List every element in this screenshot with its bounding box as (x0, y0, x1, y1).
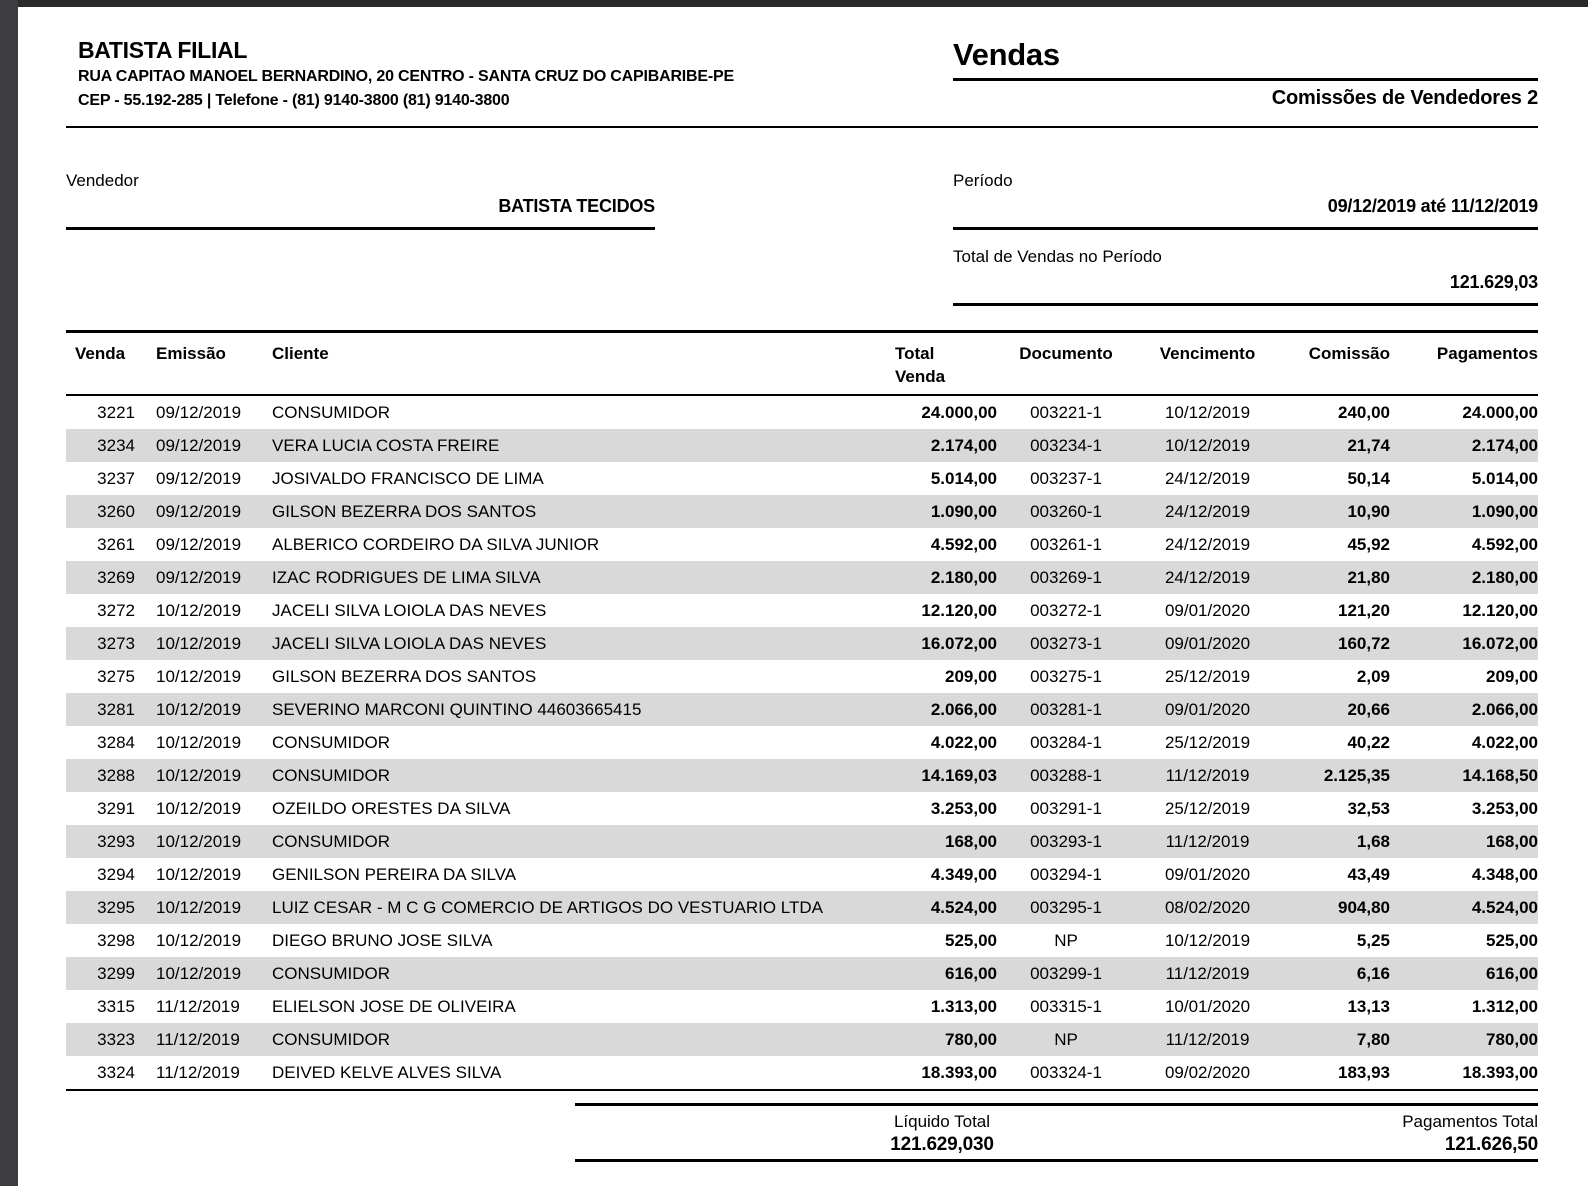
cell-comissao: 10,90 (1347, 502, 1390, 521)
cell-comissao: 2,09 (1356, 667, 1390, 686)
cell-documento: 003273-1 (1030, 634, 1102, 653)
cell-emissao: 10/12/2019 (156, 964, 242, 983)
table-row (66, 660, 1538, 693)
cell-total-venda: 18.393,00 (921, 1063, 997, 1082)
cell-cliente: JOSIVALDO FRANCISCO DE LIMA (272, 469, 544, 488)
periodo-field (953, 170, 1538, 230)
cell-documento: NP (1054, 931, 1078, 950)
cell-emissao: 11/12/2019 (156, 997, 240, 1016)
cell-total-venda: 4.022,00 (930, 733, 997, 752)
cell-emissao: 09/12/2019 (156, 535, 242, 554)
cell-vencimento: 11/12/2019 (1165, 766, 1250, 785)
cell-vencimento: 09/01/2020 (1164, 865, 1251, 884)
table-row (66, 693, 1538, 726)
table-row (66, 957, 1538, 990)
cell-total-venda: 2.174,00 (930, 436, 997, 455)
cell-comissao: 5,25 (1356, 931, 1390, 950)
cell-cliente: CONSUMIDOR (272, 403, 391, 422)
column-header-documento: Documento (1019, 344, 1113, 363)
cell-emissao: 09/12/2019 (156, 568, 242, 587)
cell-cliente: CONSUMIDOR (272, 733, 391, 752)
cell-venda: 3284 (97, 733, 135, 752)
cell-comissao: 45,92 (1347, 535, 1390, 554)
cell-total-venda: 2.066,00 (930, 700, 997, 719)
table-row (66, 891, 1538, 924)
cell-venda: 3281 (97, 700, 135, 719)
cell-documento: 003234-1 (1030, 436, 1102, 455)
vendedor-value: BATISTA TECIDOS (498, 196, 655, 216)
cell-documento: 003260-1 (1030, 502, 1102, 521)
table-row (66, 594, 1538, 627)
cell-documento: 003269-1 (1030, 568, 1102, 587)
cell-venda: 3291 (97, 799, 135, 818)
cell-total-venda: 14.169,03 (921, 766, 997, 785)
cell-pagamentos: 4.348,00 (1471, 865, 1538, 884)
cell-comissao: 121,20 (1338, 601, 1390, 620)
table-row (66, 462, 1538, 495)
cell-venda: 3221 (97, 403, 135, 422)
cell-vencimento: 11/12/2019 (1165, 1030, 1250, 1049)
table-header-row (66, 330, 1538, 396)
cell-pagamentos: 4.524,00 (1471, 898, 1538, 917)
cell-emissao: 10/12/2019 (156, 733, 242, 752)
cell-total-venda: 16.072,00 (921, 634, 997, 653)
column-header-pagamentos: Pagamentos (1436, 344, 1538, 363)
cell-emissao: 10/12/2019 (156, 898, 242, 917)
cell-pagamentos: 780,00 (1486, 1030, 1538, 1049)
table-row (66, 1023, 1538, 1056)
cell-documento: 003295-1 (1030, 898, 1102, 917)
cell-documento: 003315-1 (1030, 997, 1102, 1016)
cell-documento: NP (1054, 1030, 1078, 1049)
cell-vencimento: 10/01/2020 (1164, 997, 1251, 1016)
cell-pagamentos: 12.120,00 (1462, 601, 1538, 620)
table-row (66, 627, 1538, 660)
cell-documento: 003275-1 (1030, 667, 1102, 686)
pagamentos-total-block (1218, 1111, 1538, 1157)
cell-cliente: ALBERICO CORDEIRO DA SILVA JUNIOR (272, 535, 600, 554)
cell-vencimento: 09/02/2020 (1164, 1063, 1251, 1082)
cell-documento: 003281-1 (1030, 700, 1102, 719)
cell-pagamentos: 16.072,00 (1462, 634, 1538, 653)
cell-cliente: LUIZ CESAR - M C G COMERCIO DE ARTIGOS DO VESTUARIO LTDA (272, 898, 823, 917)
table-body (66, 396, 1538, 1091)
table-row (66, 561, 1538, 594)
vendedor-label: Vendedor (66, 171, 139, 190)
report-header (953, 37, 1538, 110)
cell-total-venda: 1.313,00 (930, 997, 997, 1016)
cell-comissao: 50,14 (1347, 469, 1390, 488)
cell-comissao: 240,00 (1338, 403, 1390, 422)
cell-total-venda: 4.524,00 (930, 898, 997, 917)
cell-cliente: DIEGO BRUNO JOSE SILVA (272, 931, 493, 950)
cell-emissao: 10/12/2019 (156, 832, 242, 851)
periodo-label: Período (953, 171, 1013, 190)
cell-pagamentos: 168,00 (1486, 832, 1538, 851)
table-row (66, 495, 1538, 528)
company-address-line1: RUA CAPITAO MANOEL BERNARDINO, 20 CENTRO - SANTA CRUZ DO CAPIBARIBE-PE (78, 68, 734, 85)
cell-venda: 3295 (97, 898, 135, 917)
cell-pagamentos: 616,00 (1486, 964, 1538, 983)
cell-pagamentos: 3.253,00 (1471, 799, 1538, 818)
cell-pagamentos: 2.180,00 (1471, 568, 1538, 587)
cell-venda: 3294 (97, 865, 135, 884)
cell-pagamentos: 209,00 (1486, 667, 1538, 686)
viewer-left-edge (0, 0, 18, 1186)
cell-vencimento: 24/12/2019 (1164, 535, 1251, 554)
cell-comissao: 160,72 (1338, 634, 1390, 653)
cell-vencimento: 25/12/2019 (1164, 799, 1251, 818)
table-row (66, 1056, 1538, 1089)
cell-venda: 3261 (97, 535, 135, 554)
cell-cliente: SEVERINO MARCONI QUINTINO 44603665415 (272, 700, 642, 719)
cell-pagamentos: 24.000,00 (1462, 403, 1538, 422)
cell-documento: 003294-1 (1030, 865, 1102, 884)
cell-comissao: 1,68 (1356, 832, 1390, 851)
table-row (66, 990, 1538, 1023)
cell-emissao: 10/12/2019 (156, 865, 242, 884)
table-row (66, 825, 1538, 858)
cell-cliente: DEIVED KELVE ALVES SILVA (272, 1063, 502, 1082)
cell-cliente: JACELI SILVA LOIOLA DAS NEVES (272, 634, 547, 653)
cell-venda: 3293 (97, 832, 135, 851)
header-divider (66, 126, 1538, 128)
cell-vencimento: 09/01/2020 (1164, 634, 1251, 653)
cell-vencimento: 10/12/2019 (1164, 403, 1251, 422)
cell-pagamentos: 2.174,00 (1471, 436, 1538, 455)
report-title: Vendas (953, 37, 1538, 81)
cell-comissao: 904,80 (1338, 898, 1390, 917)
report-page (18, 7, 1588, 1186)
cell-total-venda: 3.253,00 (930, 799, 997, 818)
cell-comissao: 7,80 (1356, 1030, 1390, 1049)
cell-vencimento: 08/02/2020 (1164, 898, 1251, 917)
cell-pagamentos: 2.066,00 (1471, 700, 1538, 719)
cell-emissao: 09/12/2019 (156, 403, 242, 422)
cell-comissao: 32,53 (1347, 799, 1390, 818)
cell-comissao: 2.125,35 (1323, 766, 1390, 785)
cell-documento: 003261-1 (1030, 535, 1102, 554)
cell-comissao: 21,74 (1347, 436, 1390, 455)
cell-emissao: 11/12/2019 (156, 1030, 240, 1049)
column-header-comissao: Comissão (1308, 344, 1390, 363)
column-header-emissao: Emissão (156, 344, 226, 363)
cell-vencimento: 11/12/2019 (1165, 964, 1250, 983)
cell-pagamentos: 1.090,00 (1471, 502, 1538, 521)
column-header-cliente: Cliente (272, 344, 329, 363)
cell-vencimento: 24/12/2019 (1164, 502, 1251, 521)
cell-total-venda: 24.000,00 (921, 403, 997, 422)
cell-venda: 3288 (97, 766, 135, 785)
cell-total-venda: 780,00 (945, 1030, 997, 1049)
cell-total-venda: 168,00 (945, 832, 997, 851)
cell-emissao: 10/12/2019 (156, 766, 242, 785)
cell-venda: 3323 (97, 1030, 135, 1049)
cell-vencimento: 10/12/2019 (1164, 436, 1251, 455)
cell-emissao: 10/12/2019 (156, 667, 242, 686)
cell-pagamentos: 4.592,00 (1471, 535, 1538, 554)
cell-cliente: GENILSON PEREIRA DA SILVA (272, 865, 517, 884)
cell-pagamentos: 1.312,00 (1471, 997, 1538, 1016)
pagamentos-total-value: 121.626,50 (1444, 1134, 1538, 1155)
cell-emissao: 09/12/2019 (156, 469, 242, 488)
cell-total-venda: 2.180,00 (930, 568, 997, 587)
periodo-value: 09/12/2019 até 11/12/2019 (1327, 196, 1538, 216)
cell-vencimento: 09/01/2020 (1164, 700, 1251, 719)
cell-vencimento: 11/12/2019 (1165, 832, 1250, 851)
table-row (66, 924, 1538, 957)
table-row (66, 792, 1538, 825)
cell-documento: 003237-1 (1030, 469, 1102, 488)
cell-total-venda: 616,00 (945, 964, 997, 983)
cell-comissao: 183,93 (1338, 1063, 1390, 1082)
cell-documento: 003299-1 (1030, 964, 1102, 983)
cell-cliente: GILSON BEZERRA DOS SANTOS (272, 502, 537, 521)
cell-documento: 003293-1 (1030, 832, 1102, 851)
cell-emissao: 09/12/2019 (156, 436, 242, 455)
cell-total-venda: 4.592,00 (930, 535, 997, 554)
total-vendas-label: Total de Vendas no Período (953, 247, 1162, 266)
pagamentos-total-label: Pagamentos Total (1402, 1112, 1538, 1131)
cell-cliente: JACELI SILVA LOIOLA DAS NEVES (272, 601, 547, 620)
cell-cliente: CONSUMIDOR (272, 832, 391, 851)
cell-venda: 3260 (97, 502, 135, 521)
cell-comissao: 21,80 (1347, 568, 1390, 587)
cell-pagamentos: 4.022,00 (1471, 733, 1538, 752)
cell-total-venda: 209,00 (945, 667, 997, 686)
table-row (66, 858, 1538, 891)
column-header-vencimento: Vencimento (1159, 344, 1256, 363)
cell-venda: 3315 (97, 997, 135, 1016)
cell-documento: 003272-1 (1030, 601, 1102, 620)
cell-emissao: 10/12/2019 (156, 634, 242, 653)
liquido-total-block (767, 1111, 1117, 1157)
report-subtitle: Comissões de Vendedores 2 (1271, 87, 1538, 109)
cell-comissao: 43,49 (1347, 865, 1390, 884)
cell-total-venda: 1.090,00 (930, 502, 997, 521)
cell-comissao: 40,22 (1347, 733, 1390, 752)
cell-venda: 3269 (97, 568, 135, 587)
table-row (66, 528, 1538, 561)
cell-venda: 3273 (97, 634, 135, 653)
footer-divider-top (575, 1103, 1538, 1106)
cell-emissao: 09/12/2019 (156, 502, 242, 521)
cell-emissao: 10/12/2019 (156, 601, 242, 620)
company-name: BATISTA FILIAL (78, 37, 248, 63)
cell-pagamentos: 18.393,00 (1462, 1063, 1538, 1082)
cell-documento: 003291-1 (1030, 799, 1102, 818)
column-header-venda: Venda (75, 344, 126, 363)
table-row (66, 429, 1538, 462)
cell-pagamentos: 14.168,50 (1462, 766, 1538, 785)
cell-venda: 3234 (97, 436, 135, 455)
cell-comissao: 6,16 (1356, 964, 1390, 983)
cell-venda: 3272 (97, 601, 135, 620)
total-vendas-value: 121.629,03 (1449, 272, 1538, 292)
cell-venda: 3324 (97, 1063, 135, 1082)
cell-documento: 003221-1 (1030, 403, 1102, 422)
cell-emissao: 10/12/2019 (156, 931, 242, 950)
cell-documento: 003324-1 (1030, 1063, 1102, 1082)
cell-vencimento: 24/12/2019 (1164, 469, 1251, 488)
cell-total-venda: 5.014,00 (930, 469, 997, 488)
cell-vencimento: 10/12/2019 (1164, 931, 1251, 950)
total-vendas-field (953, 246, 1538, 306)
cell-cliente: VERA LUCIA COSTA FREIRE (272, 436, 500, 455)
table-row (66, 726, 1538, 759)
cell-venda: 3237 (97, 469, 135, 488)
cell-pagamentos: 5.014,00 (1471, 469, 1538, 488)
cell-emissao: 11/12/2019 (156, 1063, 240, 1082)
footer-divider-bottom (575, 1159, 1538, 1162)
vendedor-field (66, 170, 655, 230)
cell-cliente: CONSUMIDOR (272, 1030, 391, 1049)
cell-comissao: 13,13 (1347, 997, 1390, 1016)
cell-total-venda: 525,00 (945, 931, 997, 950)
cell-vencimento: 24/12/2019 (1164, 568, 1251, 587)
cell-vencimento: 09/01/2020 (1164, 601, 1251, 620)
liquido-total-label: Líquido Total (893, 1112, 991, 1131)
cell-pagamentos: 525,00 (1486, 931, 1538, 950)
cell-total-venda: 12.120,00 (921, 601, 997, 620)
cell-vencimento: 25/12/2019 (1164, 667, 1251, 686)
table-row (66, 759, 1538, 792)
cell-documento: 003284-1 (1030, 733, 1102, 752)
sales-table (66, 330, 1538, 1091)
cell-comissao: 20,66 (1347, 700, 1390, 719)
cell-venda: 3298 (97, 931, 135, 950)
company-address-line2: CEP - 55.192-285 | Telefone - (81) 9140-3800 (81) 9140-3800 (78, 92, 510, 109)
liquido-total-value: 121.629,030 (890, 1134, 994, 1155)
cell-documento: 003288-1 (1030, 766, 1102, 785)
cell-cliente: CONSUMIDOR (272, 766, 391, 785)
cell-vencimento: 25/12/2019 (1164, 733, 1251, 752)
column-header-total-venda: Total Venda (895, 344, 946, 386)
cell-emissao: 10/12/2019 (156, 799, 242, 818)
cell-cliente: OZEILDO ORESTES DA SILVA (272, 799, 511, 818)
cell-venda: 3275 (97, 667, 135, 686)
table-row (66, 396, 1538, 429)
company-header (78, 35, 734, 113)
cell-emissao: 10/12/2019 (156, 700, 242, 719)
cell-cliente: CONSUMIDOR (272, 964, 391, 983)
cell-total-venda: 4.349,00 (930, 865, 997, 884)
cell-venda: 3299 (97, 964, 135, 983)
cell-cliente: IZAC RODRIGUES DE LIMA SILVA (272, 568, 541, 587)
cell-cliente: ELIELSON JOSE DE OLIVEIRA (272, 997, 516, 1016)
cell-cliente: GILSON BEZERRA DOS SANTOS (272, 667, 537, 686)
